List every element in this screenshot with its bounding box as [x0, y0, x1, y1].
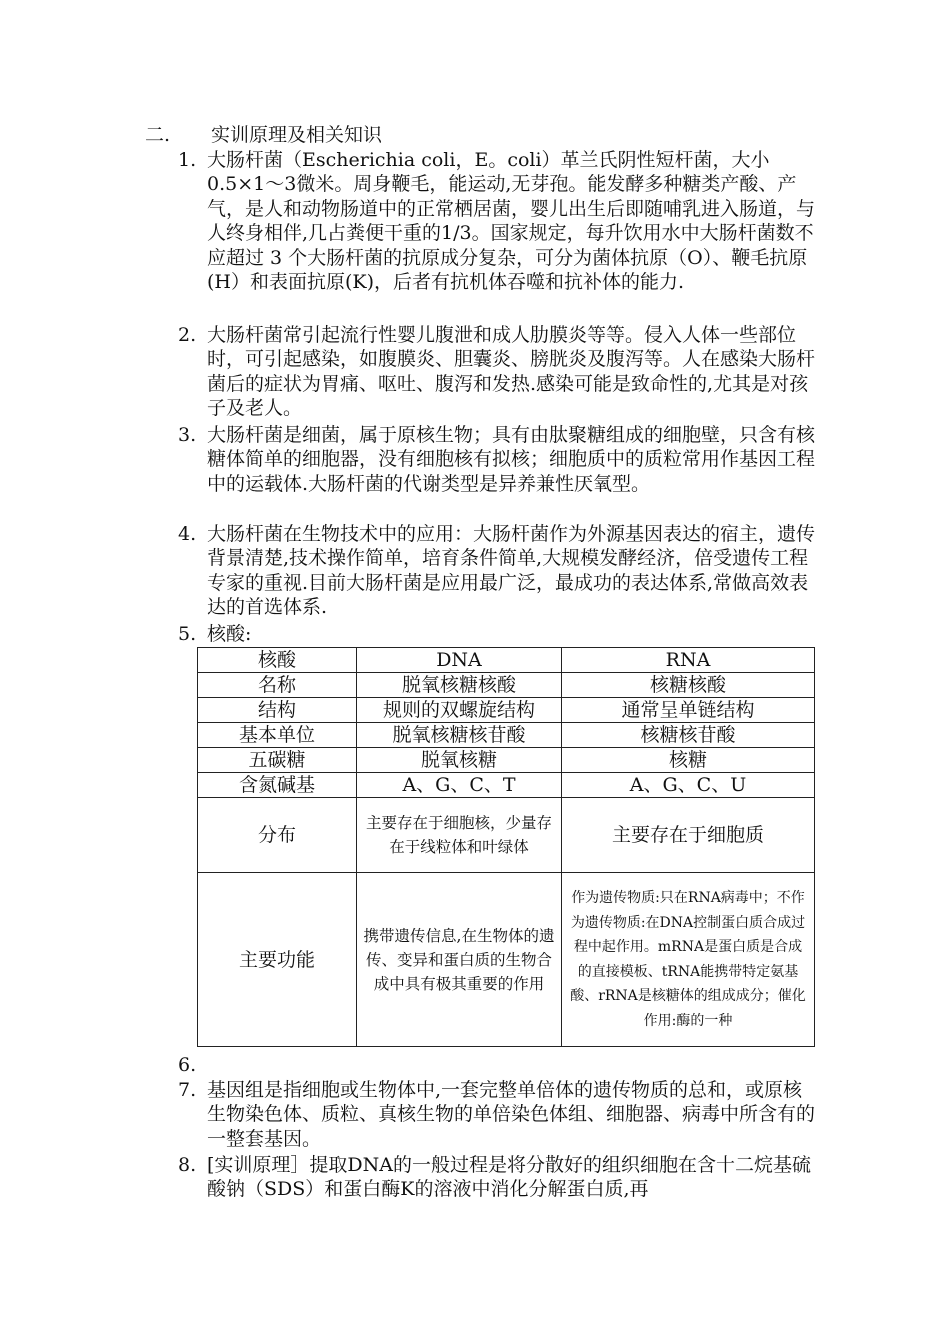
- table-row: [198, 748, 815, 773]
- table-cell: 分布: [198, 798, 357, 873]
- list-item-number: 6.: [178, 1054, 197, 1076]
- list-item-text: 大肠杆菌（Escherichia coli，E。coli）革兰氏阴性短杆菌，大小0.5×1～3微米。周身鞭毛，能运动,无芽孢。能发酵多种糖类产酸、产气，是人和动物肠道中的正常栖居菌，婴儿出生后即随哺乳进入肠道，与人终身相伴,几占粪便干重的1/3。国家规定，每升饮用水中大肠杆菌数不应超过 3 个大肠杆菌的抗原成分复杂，可分为菌体抗原（O）、鞭毛抗原(H）和表面抗原(K)，后者有抗机体吞噬和抗补体的能力.: [207, 149, 816, 294]
- table-row: [198, 798, 815, 873]
- list-item-text: 大肠杆菌常引起流行性婴儿腹泄和成人肋膜炎等等。侵入人体一些部位时，可引起感染，如腹膜炎、胆囊炎、膀胱炎及腹泻等。人在感染大肠杆菌后的症状为胃痛、呕吐、腹泻和发热.感染可能是致命性的,尤其是对孩子及老人。: [207, 324, 816, 420]
- list-item-text: 大肠杆菌是细菌，属于原核生物；具有由肽聚糖组成的细胞壁，只含有核糖体简单的细胞器，没有细胞核有拟核；细胞质中的质粒常用作基因工程中的运载体.大肠杆菌的代谢类型是异养兼性厌氧型。: [207, 424, 816, 495]
- section-title-text: 实训原理及相关知识: [211, 124, 383, 146]
- list-item-number: 8.: [178, 1154, 197, 1176]
- list-item-text: 大肠杆菌在生物技术中的应用：大肠杆菌作为外源基因表达的宿主，遗传背景清楚,技术操作简单，培育条件简单,大规模发酵经济，倍受遗传工程专家的重视.目前大肠杆菌是应用最广泛，最成功的表达体系,常做高效表达的首选体系.: [207, 523, 816, 619]
- table-header-cell: RNA: [562, 648, 815, 673]
- table-cell: 主要存在于细胞质: [562, 798, 815, 873]
- table-cell: 通常呈单链结构: [562, 698, 815, 723]
- table-cell: 脱氧核糖核苷酸: [357, 723, 562, 748]
- list-item-number: 5.: [178, 623, 197, 645]
- list-item-2: [178, 323, 818, 421]
- table-cell: 核糖核酸: [562, 673, 815, 698]
- table-header-cell: 核酸: [198, 648, 357, 673]
- list-item-number: 3.: [178, 424, 197, 446]
- table-cell: 名称: [198, 673, 357, 698]
- table-cell: 核糖核苷酸: [562, 723, 815, 748]
- table-cell: 主要存在于细胞核，少量存在于线粒体和叶绿体: [357, 798, 562, 873]
- table-row: [198, 723, 815, 748]
- table-cell: 基本单位: [198, 723, 357, 748]
- list-item-3: [178, 423, 818, 496]
- table-row: [198, 698, 815, 723]
- table-header-cell: DNA: [357, 648, 562, 673]
- table-cell: 脱氧核糖核酸: [357, 673, 562, 698]
- table-cell: 结构: [198, 698, 357, 723]
- table-row: [198, 773, 815, 798]
- list-item-1: [178, 148, 818, 294]
- table-cell: 脱氧核糖: [357, 748, 562, 773]
- table-cell: 携带遗传信息,在生物体的遗传、变异和蛋白质的生物合成中具有极其重要的作用: [357, 873, 562, 1047]
- table-cell: 主要功能: [198, 873, 357, 1047]
- table-cell: A、G、C、T: [357, 773, 562, 798]
- list-item-number: 7.: [178, 1079, 197, 1101]
- list-item-7: [178, 1078, 818, 1151]
- list-item-4: [178, 522, 818, 620]
- table-cell: A、G、C、U: [562, 773, 815, 798]
- list-item-number: 1.: [178, 149, 197, 171]
- list-item-5: [178, 622, 818, 646]
- table-cell: 核糖: [562, 748, 815, 773]
- table-header-row: [198, 648, 815, 673]
- list-item-number: 2.: [178, 324, 197, 346]
- table-row: [198, 873, 815, 1047]
- nucleic-acid-table: [197, 647, 815, 1047]
- list-item-text: 基因组是指细胞或生物体中,一套完整单倍体的遗传物质的总和，或原核生物染色体、质粒、真核生物的单倍染色体组、细胞器、病毒中所含有的一整套基因。: [207, 1079, 816, 1150]
- section-title: [145, 123, 382, 147]
- table-cell: 五碳糖: [198, 748, 357, 773]
- table-cell: 作为遗传物质:只在RNA病毒中；不作为遗传物质:在DNA控制蛋白质合成过程中起作用。mRNA是蛋白质是合成的直接模板、tRNA能携带特定氨基酸、rRNA是核糖体的组成成分；催化作用:酶的一种: [562, 873, 815, 1047]
- section-number: 二.: [145, 124, 171, 146]
- table-cell: 含氮碱基: [198, 773, 357, 798]
- list-item-number: 4.: [178, 523, 197, 545]
- table-row: [198, 673, 815, 698]
- list-item-text: 核酸:: [207, 623, 252, 645]
- table-cell: 规则的双螺旋结构: [357, 698, 562, 723]
- list-item-text: [实训原理］提取DNA的一般过程是将分散好的组织细胞在含十二烷基硫酸钠（SDS）和蛋白酶K的溶液中消化分解蛋白质,再: [207, 1154, 811, 1201]
- list-item-8: [178, 1153, 818, 1202]
